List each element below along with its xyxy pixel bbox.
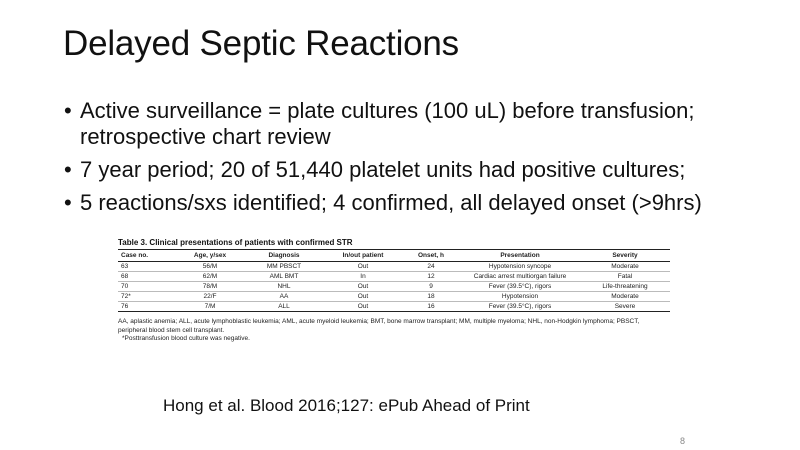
table-cell: 22/F	[176, 292, 244, 302]
column-header: Presentation	[460, 250, 580, 262]
citation: Hong et al. Blood 2016;127: ePub Ahead of Print	[163, 396, 530, 415]
table-cell: Moderate	[580, 262, 670, 272]
table-cell: Hypotension syncope	[460, 262, 580, 272]
column-header: Age, y/sex	[176, 250, 244, 262]
table-cell: 24	[402, 262, 460, 272]
column-header: In/out patient	[324, 250, 402, 262]
str-table	[118, 249, 670, 312]
table-header-row	[118, 250, 670, 262]
table-cell: Fever (39.5°C), rigors	[460, 282, 580, 292]
table-row	[118, 282, 670, 292]
table-cell: Out	[324, 292, 402, 302]
table-cell: Fatal	[580, 272, 670, 282]
table-cell: 56/M	[176, 262, 244, 272]
table-cell: 7/M	[176, 302, 244, 312]
table-cell: 62/M	[176, 272, 244, 282]
table-cell: Out	[324, 302, 402, 312]
table-cell: Moderate	[580, 292, 670, 302]
table-cell: MM PBSCT	[244, 262, 324, 272]
table-figure	[118, 238, 670, 344]
bullet-list	[64, 98, 764, 223]
table-cell: Cardiac arrest multiorgan failure	[460, 272, 580, 282]
table-cell: 16	[402, 302, 460, 312]
table-footnotes	[118, 318, 670, 344]
table-cell: In	[324, 272, 402, 282]
bullet-item: • 5 reactions/sxs identified; 4 confirmed, all delayed onset (>9hrs)	[64, 190, 764, 216]
table-cell: Severe	[580, 302, 670, 312]
table-cell: Fever (39.5°C), rigors	[460, 302, 580, 312]
table-cell: Life-threatening	[580, 282, 670, 292]
page-number: 8	[680, 436, 686, 446]
table-cell: 70	[118, 282, 176, 292]
table-asterisk-footnote: *Posttransfusion blood culture was negative.	[122, 335, 250, 342]
table-cell: 68	[118, 272, 176, 282]
table-cell: ALL	[244, 302, 324, 312]
table-cell: 72*	[118, 292, 176, 302]
column-header: Severity	[580, 250, 670, 262]
column-header: Diagnosis	[244, 250, 324, 262]
table-row	[118, 292, 670, 302]
table-cell: 9	[402, 282, 460, 292]
table-cell: 63	[118, 262, 176, 272]
slide-title: Delayed Septic Reactions	[63, 24, 459, 63]
table-row	[118, 302, 670, 312]
column-header: Case no.	[118, 250, 176, 262]
table-cell: Out	[324, 262, 402, 272]
table-abbreviations-footnote: AA, aplastic anemia; ALL, acute lymphoblastic leukemia; AML, acute myeloid leukemia; BMT, bone marrow transplant; MM, multiple myeloma; NHL, non-Hodgkin lymphoma; PBSCT, peripheral blood stem cell transplant.	[118, 318, 640, 334]
table-row	[118, 262, 670, 272]
table-row	[118, 272, 670, 282]
column-header: Onset, h	[402, 250, 460, 262]
bullet-item: • Active surveillance = plate cultures (100 uL) before transfusion; retrospective chart review	[64, 98, 764, 150]
table-cell: AML BMT	[244, 272, 324, 282]
table-cell: Out	[324, 282, 402, 292]
table-cell: NHL	[244, 282, 324, 292]
table-cell: Hypotension	[460, 292, 580, 302]
table-cell: 12	[402, 272, 460, 282]
table-cell: 76	[118, 302, 176, 312]
table-caption: Table 3. Clinical presentations of patients with confirmed STR	[118, 238, 353, 247]
table-cell: 78/M	[176, 282, 244, 292]
table-cell: 18	[402, 292, 460, 302]
bullet-item: • 7 year period; 20 of 51,440 platelet units had positive cultures;	[64, 157, 764, 183]
table-cell: AA	[244, 292, 324, 302]
